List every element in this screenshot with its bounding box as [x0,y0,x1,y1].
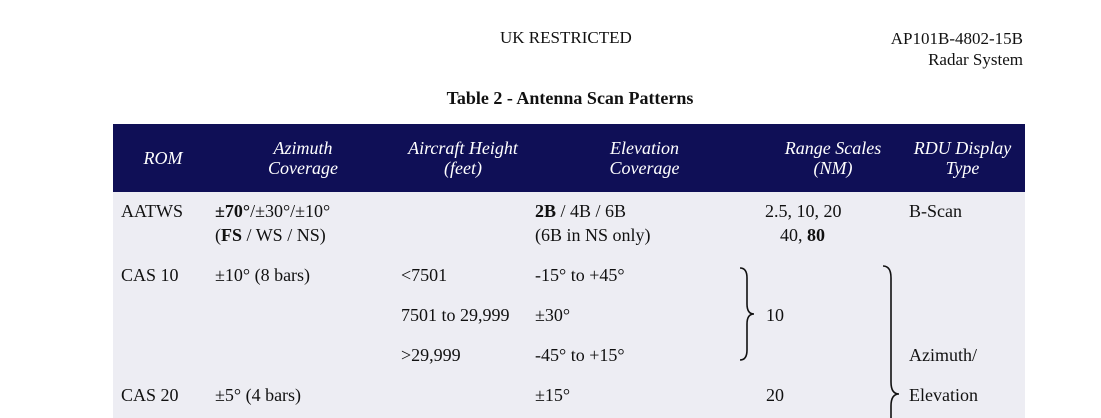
aatws-display: B-Scan [909,201,962,221]
column-header-height [393,124,533,192]
column-header-elevation [533,124,756,192]
column-header-rom [113,124,213,192]
column-header-rom-line1: ROM [143,148,183,168]
table-title: Table 2 - Antenna Scan Patterns [446,88,694,108]
aatws-azimuth-bold: ±70° [215,201,251,221]
column-header-display-line1: RDU Display [913,138,1012,158]
aatws-mode-open: ( [215,225,221,245]
column-header-display [900,124,1025,192]
column-header-azimuth [213,124,393,192]
column-header-elevation-line1: Elevation [610,138,679,158]
cas10-height-mid: 7501 to 29,999 [401,305,510,325]
aatws-range-line1: 2.5, 10, 20 [765,201,842,221]
display-group-line2: Elevation [909,385,978,405]
column-header-elevation-line2: Coverage [609,158,680,178]
column-header-height-line2: (feet) [444,158,482,178]
cas10-elevation-low: -15° to +45° [535,265,625,285]
document-subtitle: Radar System [928,50,1023,69]
cas20-elevation: ±15° [535,385,571,405]
cas10-height-high: >29,999 [401,345,461,365]
display-group-line1: Azimuth/ [909,345,977,365]
aatws-azimuth [215,199,330,247]
display-group-brace [879,264,903,418]
cas10-rom: CAS 10 [121,265,179,285]
column-header-height-line1: Aircraft Height [408,138,518,158]
aatws-azimuth-rest: /±30°/±10° [250,201,331,221]
cas10-range: 10 [766,305,784,325]
cas20-azimuth: ±5° (4 bars) [215,385,302,405]
column-header-display-line2: Type [945,158,980,178]
column-header-range-line2: (NM) [813,158,853,178]
aatws-range-bold: 80 [807,225,825,245]
cas10-elevation-mid: ±30° [535,305,571,325]
aatws-elevation-note: (6B in NS only) [535,225,651,245]
aatws-mode-bold: FS [221,225,243,245]
column-header-azimuth-line2: Coverage [268,158,338,178]
cas20-range: 20 [766,385,784,405]
aatws-range [765,199,842,247]
aatws-rom: AATWS [121,201,183,221]
classification-marking: UK RESTRICTED [500,28,632,47]
column-header-azimuth-line1: Azimuth [273,138,333,158]
document-reference [891,28,1023,70]
column-header-range-line1: Range Scales [784,138,882,158]
aatws-range-line2: 40, [780,225,807,245]
aatws-elevation [535,199,651,247]
aatws-elevation-rest: / 4B / 6B [556,201,627,221]
aatws-mode-rest: / WS / NS) [242,225,326,245]
document-number: AP101B-4802-15B [890,29,1023,48]
aatws-elevation-bold: 2B [535,201,557,221]
cas10-azimuth: ±10° (8 bars) [215,265,311,285]
range-group-brace [734,266,756,362]
cas10-elevation-high: -45° to +15° [535,345,625,365]
cas20-rom: CAS 20 [121,385,179,405]
column-header-range [766,124,900,192]
cas10-height-low: <7501 [401,265,448,285]
